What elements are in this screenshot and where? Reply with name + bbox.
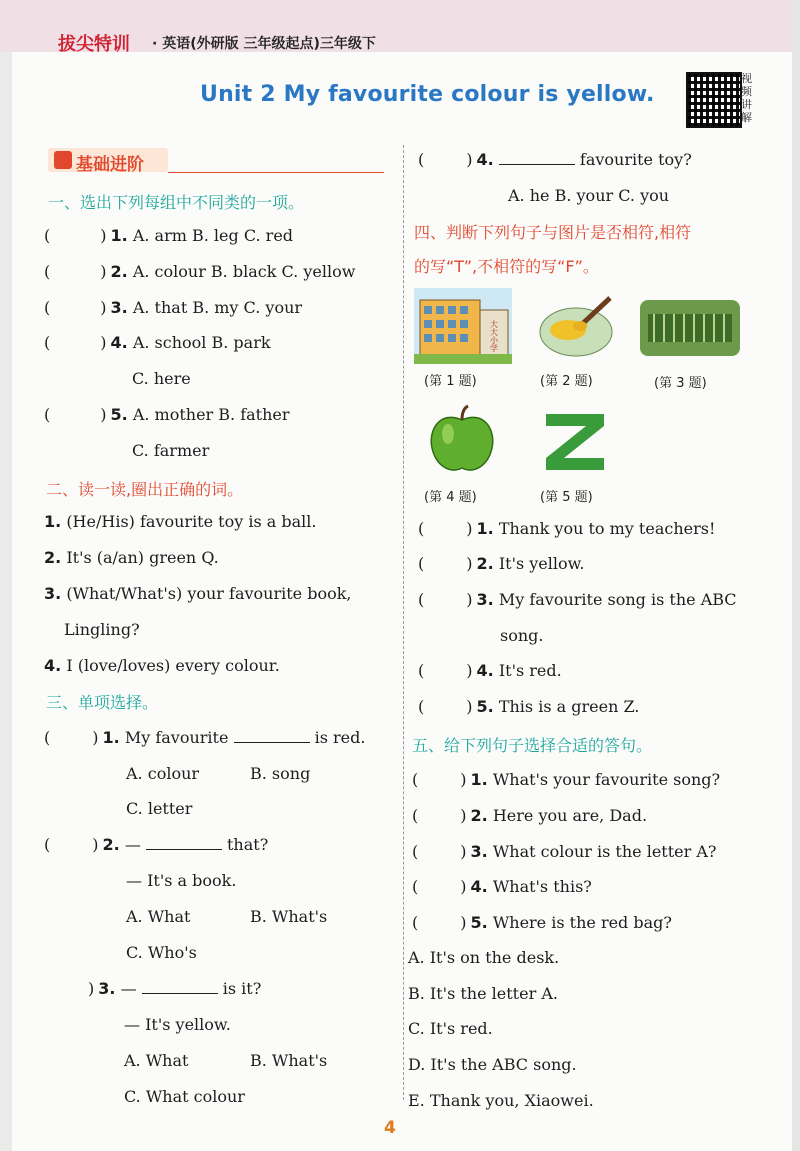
page-edge-right (792, 0, 800, 1151)
part5-heading: 五、给下列句子选择合适的答句。 (412, 736, 653, 755)
answer-option: B. It's the letter A. (408, 984, 558, 1003)
part3-question-2: ( ) 2. — that? (44, 835, 269, 854)
part1-row: C. here (132, 369, 191, 388)
answer-option: D. It's the ABC song. (408, 1055, 577, 1074)
part3-question-1: ( ) 1. My favourite is red. (44, 728, 366, 747)
green-pattern-picture (640, 300, 740, 356)
caption-1: (第 1 题) (424, 374, 477, 389)
option: C. Who's (126, 943, 197, 962)
part2-row: 2. It's (a/an) green Q. (44, 548, 219, 567)
part4-heading: 四、判断下列句子与图片是否相符,相符 (414, 223, 692, 242)
part2-heading: 二、读一读,圈出正确的词。 (46, 480, 244, 499)
part5-row: ( ) 2. Here you are, Dad. (412, 806, 648, 825)
part1-row: ( ) 3. A. that B. my C. your (44, 298, 303, 317)
unit-title: Unit 2 My favourite colour is yellow. (200, 82, 655, 107)
part3-question-4: ( ) 4. favourite toy? (418, 150, 692, 169)
part4-row: song. (500, 626, 544, 645)
qr-label: 视频讲解 (741, 72, 752, 124)
part4-row: ( ) 1. Thank you to my teachers! (418, 519, 716, 538)
reply: — It's a book. (126, 871, 237, 890)
section-badge (48, 148, 384, 174)
part3-heading: 三、单项选择。 (46, 693, 159, 712)
part4-row: ( ) 5. This is a green Z. (418, 697, 640, 716)
option: A. he B. your C. you (508, 186, 670, 205)
part3-question-3: ) 3. — is it? (88, 979, 262, 998)
part2-row: Lingling? (64, 620, 140, 639)
caption-5: (第 5 题) (540, 490, 593, 505)
option: C. What colour (124, 1087, 245, 1106)
part1-row: C. farmer (132, 441, 210, 460)
option: B. What's (250, 907, 328, 926)
letter-z-picture (542, 410, 608, 472)
qr-code-icon[interactable] (686, 72, 742, 128)
reply: — It's yellow. (124, 1015, 231, 1034)
school-sign-text: 大大小学 (489, 320, 499, 352)
part5-row: ( ) 5. Where is the red bag? (412, 913, 672, 932)
part4-row: ( ) 2. It's yellow. (418, 554, 585, 573)
part5-row: ( ) 3. What colour is the letter A? (412, 842, 717, 861)
option: B. song (250, 764, 311, 783)
option: A. colour (126, 764, 200, 783)
part4-row: ( ) 3. My favourite song is the ABC (418, 590, 737, 609)
green-apple-picture (426, 404, 498, 476)
caption-3: (第 3 题) (654, 376, 707, 391)
option: B. What's (250, 1051, 328, 1070)
option: A. What (126, 907, 191, 926)
answer-option: A. It's on the desk. (408, 948, 560, 967)
part1-row: ( ) 1. A. arm B. leg C. red (44, 226, 294, 245)
part1-row: ( ) 5. A. mother B. father (44, 405, 290, 424)
paint-palette-picture (538, 292, 620, 358)
option: C. letter (126, 799, 193, 818)
brand-logo: 拔尖特训 (58, 34, 130, 55)
page-edge-left (0, 52, 12, 1151)
part1-heading: 一、选出下列每组中不同类的一项。 (48, 193, 305, 212)
part2-row: 1. (He/His) favourite toy is a ball. (44, 512, 317, 531)
answer-option: C. It's red. (408, 1019, 493, 1038)
caption-4: (第 4 题) (424, 490, 477, 505)
part4-row: ( ) 4. It's red. (418, 661, 562, 680)
section-underline (168, 172, 384, 173)
part1-row: ( ) 4. A. school B. park (44, 333, 271, 352)
part1-row: ( ) 2. A. colour B. black C. yellow (44, 262, 356, 281)
part5-row: ( ) 4. What's this? (412, 877, 592, 896)
school-building-picture (414, 288, 512, 364)
column-divider (403, 145, 404, 1100)
section-badge-label: 基础进阶 (76, 155, 144, 175)
option: A. What (124, 1051, 189, 1070)
caption-2: (第 2 题) (540, 374, 593, 389)
answer-option: E. Thank you, Xiaowei. (408, 1091, 594, 1110)
page-number: 4 (384, 1118, 396, 1138)
part2-row: 4. I (love/loves) every colour. (44, 656, 280, 675)
part5-row: ( ) 1. What's your favourite song? (412, 770, 721, 789)
runner-icon (54, 151, 72, 169)
part4-heading-line2: 的写“T”,不相符的写“F”。 (414, 257, 599, 276)
book-title: · 英语(外研版 三年级起点)三年级下 (152, 36, 376, 52)
part2-row: 3. (What/What's) your favourite book, (44, 584, 352, 603)
